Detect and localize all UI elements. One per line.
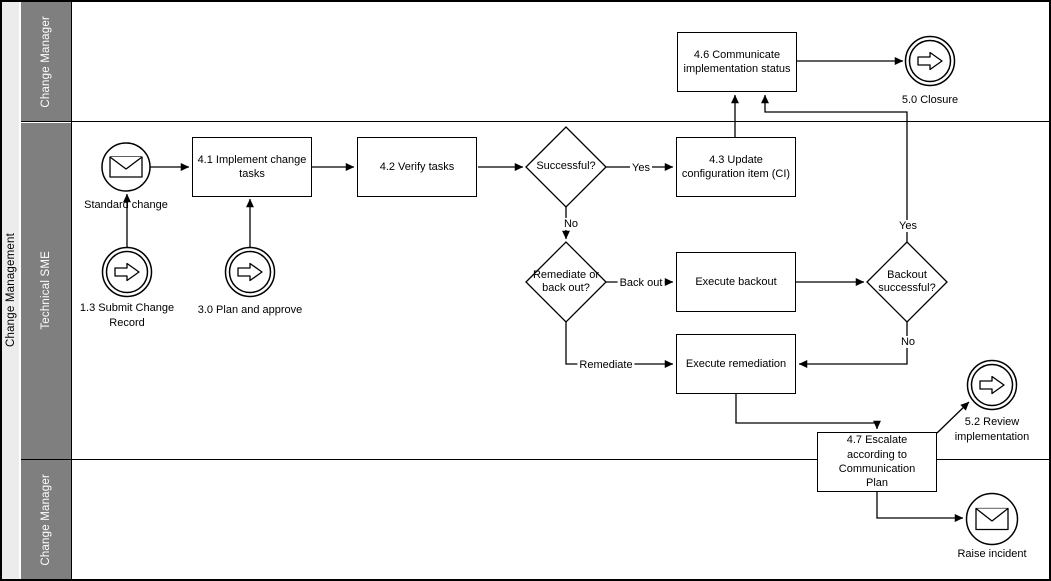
flow-escalate-to-raise-incident (877, 492, 963, 518)
event-label-submit-change-record: 1.3 Submit Change Record (79, 302, 175, 329)
task-execute-remediation: Execute remediation (676, 334, 796, 394)
task-4-6-communicate-implementation-status: 4.6 Communicate implementation status (677, 32, 797, 92)
task-4-7-escalate-communication-plan: 4.7 Escalate according to Communication Plan (817, 432, 937, 492)
message-icon (110, 157, 142, 177)
edge-label-successful-yes: Yes (632, 161, 650, 174)
event-plan-and-approve (226, 248, 275, 297)
lane-label: Change Manager (40, 473, 52, 566)
event-label-plan-and-approve: 3.0 Plan and approve (197, 304, 303, 316)
gateway-label-backout-successful: Backout successful? (878, 268, 936, 294)
edge-label-successful-no: No (563, 217, 579, 230)
event-label-review-implementation: 5.2 Review implementation (954, 416, 1030, 443)
task-4-1-implement-change-tasks: 4.1 Implement change tasks (192, 137, 312, 197)
edge-label-remediate: Remediate (579, 358, 633, 371)
edge-label-back-out: Back out (619, 276, 663, 289)
message-icon (976, 509, 1008, 530)
edge-label-backout-no: No (900, 335, 916, 348)
pool-label: Change Management (4, 233, 17, 348)
gateway-label-remediate-or-back-out: Remediate or back out? (532, 268, 600, 294)
event-label-closure: 5.0 Closure (901, 94, 959, 106)
event-label-standard-change: Standard change (84, 199, 168, 211)
lane-label: Technical SME (40, 251, 52, 330)
task-execute-backout: Execute backout (676, 252, 796, 312)
gateway-label-successful: Successful? (536, 160, 596, 173)
start-event-standard-change (102, 143, 150, 191)
lane-label: Change Manager (40, 15, 52, 108)
task-4-2-verify-tasks: 4.2 Verify tasks (357, 137, 477, 197)
flow-remediate (566, 322, 673, 364)
task-4-3-update-configuration-item: 4.3 Update configuration item (CI) (676, 137, 796, 197)
event-closure (906, 37, 955, 86)
event-review-implementation (968, 361, 1017, 410)
flow-backout-no (799, 322, 907, 364)
edge-label-backout-yes: Yes (899, 219, 917, 232)
event-raise-incident (967, 494, 1018, 545)
flow-remediation-to-escalate (736, 394, 877, 429)
event-label-raise-incident: Raise incident (957, 548, 1027, 560)
event-submit-change-record (103, 248, 152, 297)
